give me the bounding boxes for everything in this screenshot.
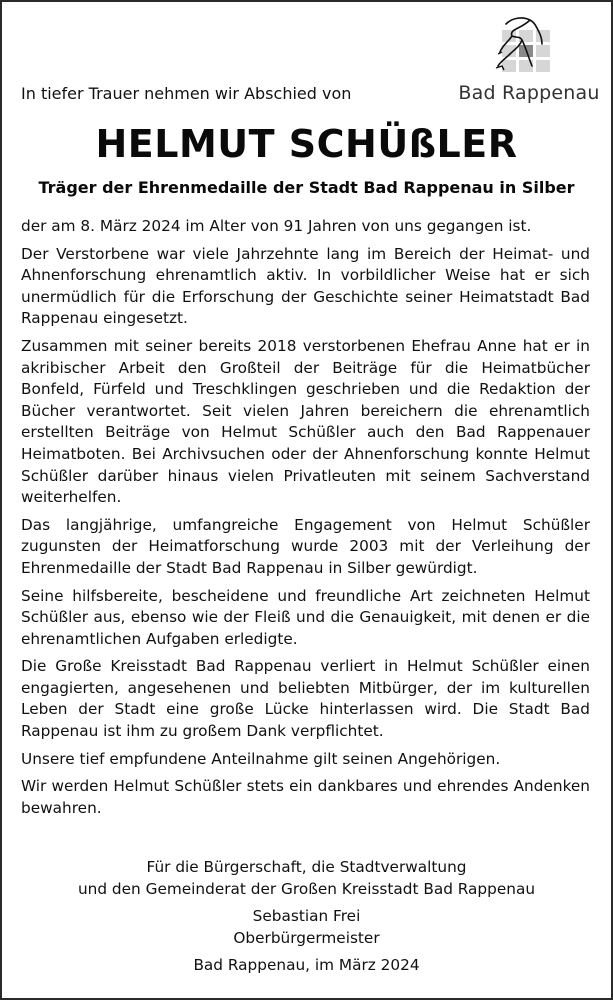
signer-name: Sebastian Frei <box>252 907 361 926</box>
logo-text: Bad Rappenau <box>458 82 600 104</box>
paragraph-condolence: Unsere tief empfundene Anteilnahme gilt seinen Angehörigen. <box>21 749 501 768</box>
signer-title: Oberbürgermeister <box>233 928 380 947</box>
paragraph-death-date: der am 8. März 2024 im Alter von 91 Jahren von uns gegangen ist. <box>21 217 532 235</box>
paragraph-research: Der Verstorbene war viele Jahrzehnte lang im Bereich der Heimat- und Ahnenforschung ehrenamtlich aktiv. In vorbildlicher Weise hat er sich unermüdlich für die Erforschung der Geschichte seiner Heimatstadt Bad Rappenau eingesetzt. <box>21 244 590 328</box>
paragraph-work: Zusammen mit seiner bereits 2018 verstorbenen Ehefrau Anne hat er in akribischer Arbeit den Großteil der Beiträge für die Heimatbücher Bonfeld, Fürfeld und Treschklingen geschrieben und die Redaktion der Bücher verantwortet. Seit vielen Jahren bereichern die ehrenamtlich erstellten Beiträge von Helmut Schüßler auch den Bad Rappenauer Heimatboten. Bei Archivsuchen oder der Ahnenforschung konnte Helmut Schüßler darüber hinaus vielen Privatleuten mit seinem Sachverstand weiterhelfen. <box>21 336 590 507</box>
place-date: Bad Rappenau, im März 2024 <box>193 956 420 975</box>
honor-subtitle: Träger der Ehrenmedaille der Stadt Bad Rappenau in Silber <box>38 178 575 197</box>
paragraph-character: Seine hilfsbereite, bescheidene und freundliche Art zeichneten Helmut Schüßler aus, ebenso wie der Fleiß und die Genauigkeit, mit denen er die ehrenamtlichen Aufgaben erledigte. <box>21 586 590 648</box>
horse-on-grid-icon <box>492 16 562 82</box>
paragraph-remembrance: Wir werden Helmut Schüßler stets ein dankbares und ehrendes Andenken bewahren. <box>21 777 590 817</box>
intro-line: In tiefer Trauer nehmen wir Abschied von <box>21 84 352 103</box>
paragraph-loss: Die Große Kreisstadt Bad Rappenau verliert in Helmut Schüßler einen engagierten, angesehenen und beliebten Mitbürger, der im kulturellen Leben der Stadt eine große Lücke hinterlassen wird. Die Stadt Bad Rappenau ist ihm zu großem Dank verpflichtet. <box>21 657 590 741</box>
on-behalf-line-2: und den Gemeinderat der Großen Kreisstadt Bad Rappenau <box>77 879 536 898</box>
paragraph-award: Das langjährige, umfangreiche Engagement von Helmut Schüßler zugunsten der Heimatforschung wurde 2003 mit der Verleihung der Ehrenmedaille der Stadt Bad Rappenau in Silber gewürdigt. <box>21 515 590 577</box>
obituary-body <box>21 216 590 825</box>
city-logo <box>456 16 602 108</box>
on-behalf-line-1: Für die Bürgerschaft, die Stadtverwaltung <box>146 858 467 876</box>
deceased-name: HELMUT SCHÜßLER <box>95 122 518 166</box>
signature-block <box>2 857 611 983</box>
